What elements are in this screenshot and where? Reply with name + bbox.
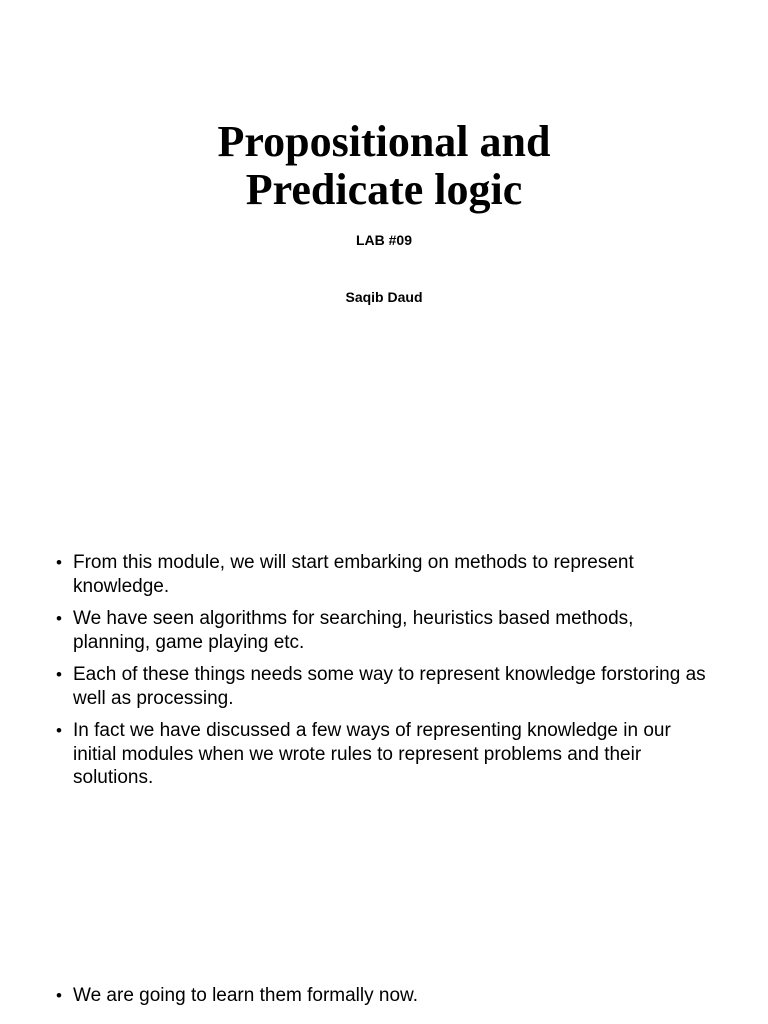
- bullet-icon: •: [56, 665, 62, 684]
- list-item: [56, 719, 706, 790]
- bullet-text: We are going to learn them formally now.: [73, 985, 418, 1006]
- bullet-text: In fact we have discussed a few ways of representing knowledge in our initial modules when we wrote rules to represent problems and their solutions.: [73, 720, 671, 788]
- bullet-icon: •: [56, 609, 62, 628]
- list-item: [56, 551, 706, 598]
- bullet-text: We have seen algorithms for searching, heuristics based methods, planning, game playing etc.: [73, 608, 634, 653]
- page-title: [0, 118, 768, 214]
- title-line-1: Propositional and: [217, 117, 551, 166]
- bullet-icon: •: [56, 721, 62, 740]
- list-item: [56, 984, 706, 1008]
- bullet-list-next: [56, 984, 706, 1017]
- bullet-text: From this module, we will start embarking on methods to represent knowledge.: [73, 552, 634, 597]
- bullet-text: Each of these things needs some way to represent knowledge forstoring as well as processing.: [73, 664, 706, 709]
- title-line-2: Predicate logic: [245, 165, 523, 214]
- lab-number: LAB #09: [355, 232, 413, 248]
- author-name: Saqib Daud: [345, 289, 423, 305]
- bullet-icon: •: [56, 553, 62, 572]
- list-item: [56, 663, 706, 710]
- list-item: [56, 607, 706, 654]
- bullet-list-intro: [56, 551, 706, 799]
- bullet-icon: •: [56, 986, 62, 1005]
